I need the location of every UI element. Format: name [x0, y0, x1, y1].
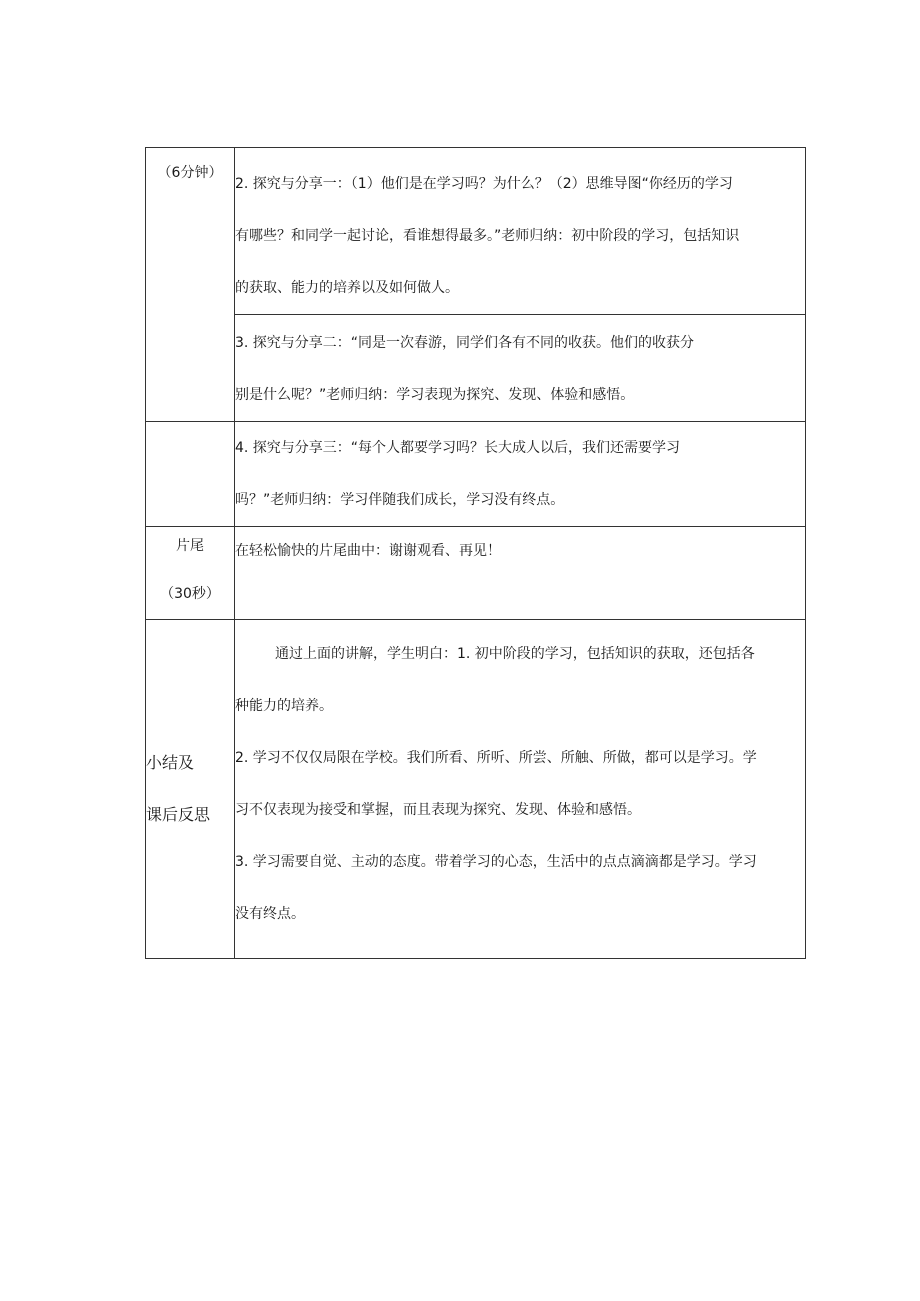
table-row — [146, 315, 806, 422]
text-line: 4. 探究与分享三：“每个人都要学习吗？长大成人以后，我们还需要学习 — [235, 440, 681, 456]
ending-duration: （30秒） — [160, 586, 220, 602]
text-line: 3. 探究与分享二：“同是一次春游，同学们各有不同的收获。他们的收获分 — [235, 335, 695, 351]
summary-label-line: 课后反思 — [146, 805, 211, 824]
content-cell — [235, 315, 806, 422]
text-line: 种能力的培养。 — [235, 698, 333, 714]
text-line: 的获取、能力的培养以及如何做人。 — [235, 280, 459, 296]
table-row — [146, 422, 806, 527]
text-line: 吗？”老师归纳：学习伴随我们成长，学习没有终点。 — [235, 492, 565, 508]
lesson-plan-table — [145, 147, 806, 959]
text-line: 2. 探究与分享一：（1）他们是在学习吗？为什么？（2）思维导图“你经历的学习 — [235, 176, 733, 192]
content-cell — [235, 620, 806, 959]
text-line: 没有终点。 — [235, 906, 305, 922]
text-line: 习不仅表现为接受和掌握，而且表现为探究、发现、体验和感悟。 — [235, 802, 641, 818]
time-cell — [146, 148, 235, 422]
text-line: 通过上面的讲解，学生明白：1. 初中阶段的学习，包括知识的获取，还包括各 — [275, 646, 755, 662]
empty-cell — [146, 422, 235, 527]
ending-cell — [146, 527, 235, 620]
text-line: 3. 学习需要自觉、主动的态度。带着学习的心态，生活中的点点滴滴都是学习。学习 — [235, 854, 757, 870]
content-cell — [235, 527, 806, 620]
text-line: 有哪些？和同学一起讨论，看谁想得最多。”老师归纳：初中阶段的学习，包括知识 — [235, 228, 740, 244]
summary-label-cell — [146, 620, 235, 959]
text-line: 2. 学习不仅仅局限在学校。我们所看、所听、所尝、所触、所做，都可以是学习。学 — [235, 750, 757, 766]
ending-label: 片尾 — [176, 538, 204, 554]
text-line: 在轻松愉快的片尾曲中：谢谢观看、再见！ — [235, 543, 501, 559]
summary-label-line: 小结及 — [146, 753, 195, 772]
content-cell — [235, 422, 806, 527]
content-cell — [235, 148, 806, 315]
duration-label: （6分钟） — [157, 165, 223, 181]
table-row — [146, 620, 806, 959]
table-row — [146, 527, 806, 620]
table-row — [146, 148, 806, 315]
text-line: 别是什么呢？”老师归纳：学习表现为探究、发现、体验和感悟。 — [235, 387, 635, 403]
